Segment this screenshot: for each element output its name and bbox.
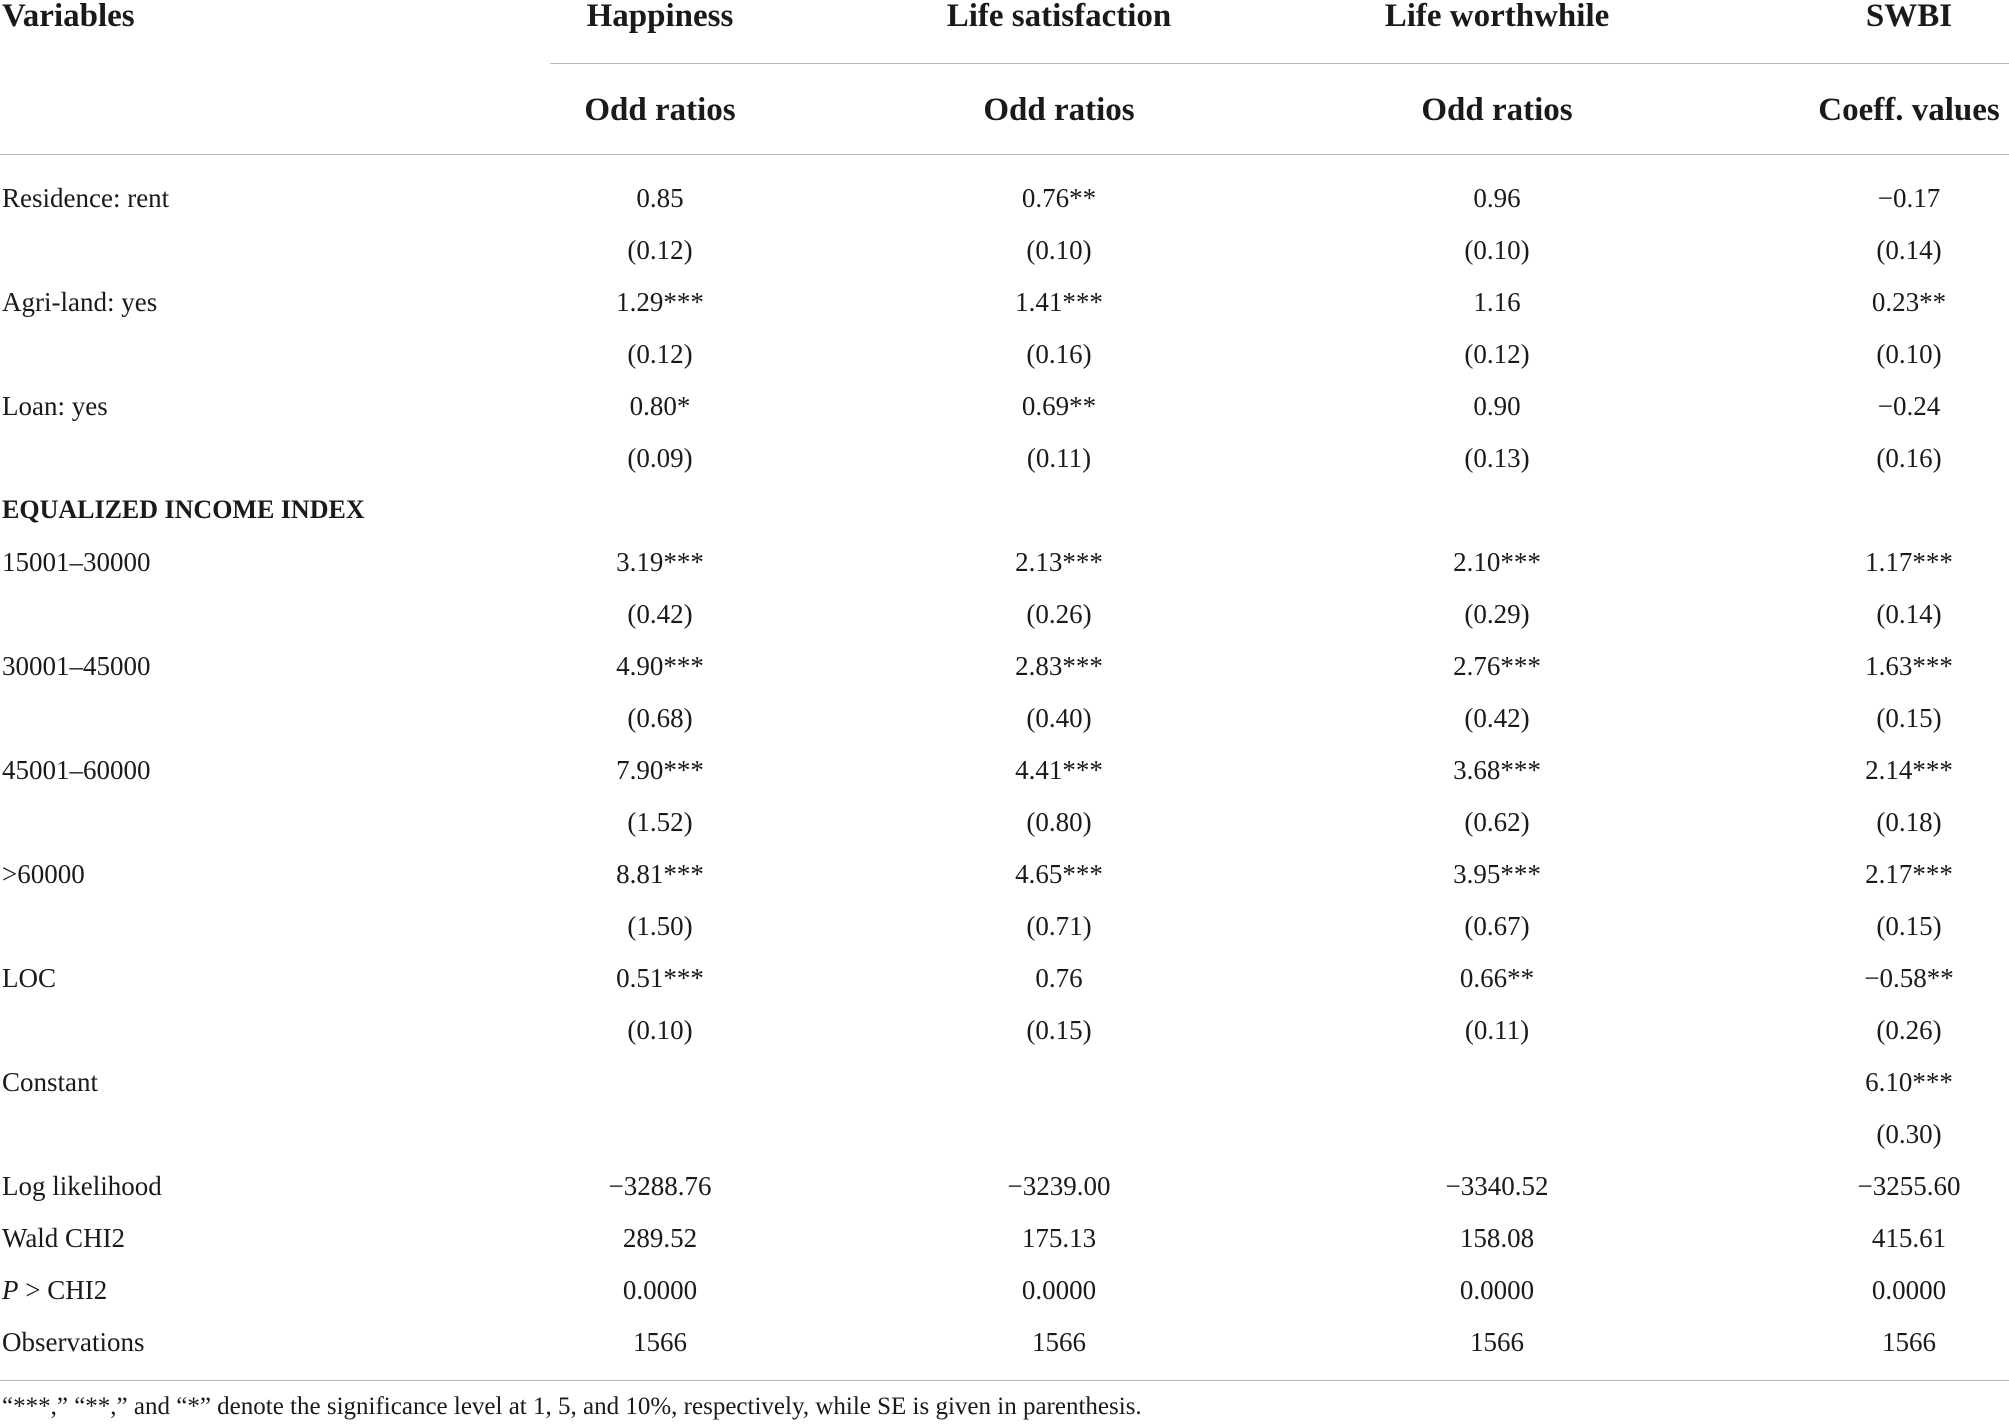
column-header-swbi: SWBI bbox=[1865, 0, 1953, 34]
life-satisfaction-value: 0.69** bbox=[1021, 391, 1097, 421]
life-satisfaction-value: 175.13 bbox=[1021, 1223, 1097, 1253]
life-satisfaction-value: (0.10) bbox=[1026, 235, 1092, 265]
happiness-value: 7.90*** bbox=[616, 755, 704, 785]
row-label: 45001–60000 bbox=[2, 755, 151, 785]
swbi-value: 1.17*** bbox=[1865, 547, 1953, 577]
table-bottom-rule bbox=[0, 1380, 2009, 1381]
happiness-value: 8.81*** bbox=[616, 859, 704, 889]
life-worthwhile-value: (0.42) bbox=[1464, 703, 1530, 733]
swbi-value: 0.0000 bbox=[1871, 1275, 1947, 1305]
section-row bbox=[0, 484, 2009, 536]
life-satisfaction-value: 2.13*** bbox=[1015, 547, 1103, 577]
life-satisfaction-value: 0.76** bbox=[1021, 183, 1097, 213]
swbi-value: 1.63*** bbox=[1865, 651, 1953, 681]
happiness-value: (0.12) bbox=[627, 339, 693, 369]
table-row bbox=[0, 380, 2009, 432]
life-worthwhile-value: 1566 bbox=[1470, 1327, 1524, 1357]
swbi-value: 2.14*** bbox=[1865, 755, 1953, 785]
life-satisfaction-value: 2.83*** bbox=[1015, 651, 1103, 681]
life-worthwhile-value: (0.29) bbox=[1464, 599, 1530, 629]
life-satisfaction-value: (0.26) bbox=[1026, 599, 1092, 629]
life-worthwhile-value: 3.95*** bbox=[1453, 859, 1541, 889]
life-satisfaction-value: 4.41*** bbox=[1015, 755, 1103, 785]
life-satisfaction-value: (0.15) bbox=[1026, 1015, 1092, 1045]
life-satisfaction-value: 0.76 bbox=[1035, 963, 1083, 993]
row-label: Constant bbox=[2, 1067, 99, 1097]
row-label: Loan: yes bbox=[2, 391, 108, 421]
life-worthwhile-value: (0.10) bbox=[1464, 235, 1530, 265]
table-row bbox=[0, 1212, 2009, 1264]
subheader-life-satisfaction: Odd ratios bbox=[983, 92, 1135, 128]
header-row bbox=[0, 0, 2009, 42]
row-label: LOC bbox=[2, 963, 56, 993]
table-row bbox=[0, 328, 2009, 380]
life-worthwhile-value: (0.11) bbox=[1464, 1015, 1530, 1045]
life-satisfaction-value: (0.16) bbox=[1026, 339, 1092, 369]
row-label: Observations bbox=[2, 1327, 145, 1357]
table-row bbox=[0, 588, 2009, 640]
table-row bbox=[0, 640, 2009, 692]
swbi-value: (0.14) bbox=[1876, 599, 1942, 629]
table-row bbox=[0, 1316, 2009, 1368]
happiness-value: (0.09) bbox=[627, 443, 693, 473]
happiness-value: 289.52 bbox=[622, 1223, 698, 1253]
table-row bbox=[0, 796, 2009, 848]
life-worthwhile-value: 2.76*** bbox=[1453, 651, 1541, 681]
row-label: Wald CHI2 bbox=[2, 1223, 126, 1253]
life-satisfaction-value: 1.41*** bbox=[1015, 287, 1103, 317]
life-worthwhile-value: 0.0000 bbox=[1459, 1275, 1535, 1305]
row-label: Agri-land: yes bbox=[2, 287, 158, 317]
subheader-life-worthwhile: Odd ratios bbox=[1421, 92, 1573, 128]
life-satisfaction-value: 1566 bbox=[1032, 1327, 1086, 1357]
table-row bbox=[0, 432, 2009, 484]
swbi-value: (0.10) bbox=[1876, 339, 1942, 369]
swbi-value: (0.30) bbox=[1876, 1119, 1942, 1149]
life-worthwhile-value: 0.96 bbox=[1473, 183, 1521, 213]
life-satisfaction-value: (0.80) bbox=[1026, 807, 1092, 837]
table-row bbox=[0, 952, 2009, 1004]
happiness-value: (1.50) bbox=[627, 911, 693, 941]
row-label-italic: P bbox=[2, 1275, 19, 1305]
variables-header: Variables bbox=[2, 0, 135, 34]
table-row bbox=[0, 276, 2009, 328]
life-satisfaction-value bbox=[889, 1108, 1229, 1160]
row-label bbox=[2, 1264, 107, 1316]
swbi-value: (0.16) bbox=[1876, 443, 1942, 473]
subheader-row bbox=[0, 84, 2009, 136]
happiness-value: (0.68) bbox=[627, 703, 693, 733]
row-label: >60000 bbox=[2, 859, 85, 889]
table-row bbox=[0, 172, 2009, 224]
swbi-value: −0.24 bbox=[1877, 391, 1941, 421]
table-footnote: “***,” “**,” and “*” denote the significance level at 1, 5, and 10%, respectively, while SE is given in parenthesis. bbox=[2, 1393, 1142, 1420]
table-row bbox=[0, 1108, 2009, 1160]
table-row bbox=[0, 224, 2009, 276]
life-satisfaction-value: 0.0000 bbox=[1021, 1275, 1097, 1305]
swbi-value: (0.14) bbox=[1876, 235, 1942, 265]
life-satisfaction-value: (0.71) bbox=[1026, 911, 1092, 941]
life-worthwhile-value: (0.13) bbox=[1464, 443, 1530, 473]
swbi-value: (0.15) bbox=[1876, 703, 1942, 733]
swbi-value: 2.17*** bbox=[1865, 859, 1953, 889]
table-row bbox=[0, 848, 2009, 900]
life-worthwhile-value: 3.68*** bbox=[1453, 755, 1541, 785]
life-worthwhile-value: (0.67) bbox=[1464, 911, 1530, 941]
life-worthwhile-value bbox=[1327, 1056, 1667, 1108]
happiness-value: (1.52) bbox=[627, 807, 693, 837]
table-row bbox=[0, 692, 2009, 744]
subheader-swbi: Coeff. values bbox=[1818, 92, 2000, 128]
happiness-value: 1.29*** bbox=[616, 287, 704, 317]
column-header-life-worthwhile: Life worthwhile bbox=[1384, 0, 1610, 34]
swbi-value: 6.10*** bbox=[1865, 1067, 1953, 1097]
happiness-value: 0.80* bbox=[629, 391, 691, 421]
life-satisfaction-value: (0.40) bbox=[1026, 703, 1092, 733]
life-worthwhile-value: (0.62) bbox=[1464, 807, 1530, 837]
swbi-value: −0.58** bbox=[1864, 963, 1954, 993]
swbi-value: (0.15) bbox=[1876, 911, 1942, 941]
life-worthwhile-value: 2.10*** bbox=[1453, 547, 1541, 577]
table-row bbox=[0, 1004, 2009, 1056]
swbi-value: 0.23** bbox=[1871, 287, 1947, 317]
life-worthwhile-value: 158.08 bbox=[1459, 1223, 1535, 1253]
life-worthwhile-value: −3340.52 bbox=[1445, 1171, 1549, 1201]
table-row bbox=[0, 900, 2009, 952]
swbi-value: −3255.60 bbox=[1857, 1171, 1961, 1201]
life-satisfaction-value: −3239.00 bbox=[1007, 1171, 1111, 1201]
row-label-rest: > CHI2 bbox=[18, 1275, 108, 1305]
row-label: Residence: rent bbox=[2, 183, 170, 213]
header-divider bbox=[550, 63, 2009, 64]
column-header-life-satisfaction: Life satisfaction bbox=[946, 0, 1172, 34]
swbi-value: (0.26) bbox=[1876, 1015, 1942, 1045]
life-worthwhile-value: 1.16 bbox=[1473, 287, 1521, 317]
life-worthwhile-value: 0.90 bbox=[1473, 391, 1521, 421]
header-bottom-rule bbox=[0, 154, 2009, 155]
life-worthwhile-value bbox=[1327, 1108, 1667, 1160]
swbi-value: (0.18) bbox=[1876, 807, 1942, 837]
swbi-value: 1566 bbox=[1882, 1327, 1936, 1357]
table-row bbox=[0, 1160, 2009, 1212]
happiness-value: −3288.76 bbox=[608, 1171, 712, 1201]
happiness-value: 0.51*** bbox=[616, 963, 704, 993]
happiness-value: 3.19*** bbox=[616, 547, 704, 577]
table-row bbox=[0, 536, 2009, 588]
life-satisfaction-value bbox=[889, 1056, 1229, 1108]
happiness-value: 0.0000 bbox=[622, 1275, 698, 1305]
swbi-value: −0.17 bbox=[1877, 183, 1941, 213]
table-row bbox=[0, 1264, 2009, 1316]
happiness-value: (0.10) bbox=[627, 1015, 693, 1045]
row-label: 15001–30000 bbox=[2, 547, 151, 577]
table-row bbox=[0, 1056, 2009, 1108]
life-worthwhile-value: (0.12) bbox=[1464, 339, 1530, 369]
swbi-value: 415.61 bbox=[1871, 1223, 1947, 1253]
life-satisfaction-value: (0.11) bbox=[1026, 443, 1092, 473]
column-header-happiness: Happiness bbox=[586, 0, 734, 34]
happiness-value: 4.90*** bbox=[616, 651, 704, 681]
happiness-value bbox=[490, 1108, 830, 1160]
happiness-value: (0.12) bbox=[627, 235, 693, 265]
happiness-value bbox=[490, 1056, 830, 1108]
happiness-value: 1566 bbox=[633, 1327, 687, 1357]
section-heading: EQUALIZED INCOME INDEX bbox=[2, 495, 365, 524]
table-row bbox=[0, 744, 2009, 796]
life-worthwhile-value: 0.66** bbox=[1459, 963, 1535, 993]
happiness-value: 0.85 bbox=[636, 183, 684, 213]
row-label: Log likelihood bbox=[2, 1171, 162, 1201]
row-label: 30001–45000 bbox=[2, 651, 151, 681]
happiness-value: (0.42) bbox=[627, 599, 693, 629]
subheader-happiness: Odd ratios bbox=[584, 92, 736, 128]
life-satisfaction-value: 4.65*** bbox=[1015, 859, 1103, 889]
